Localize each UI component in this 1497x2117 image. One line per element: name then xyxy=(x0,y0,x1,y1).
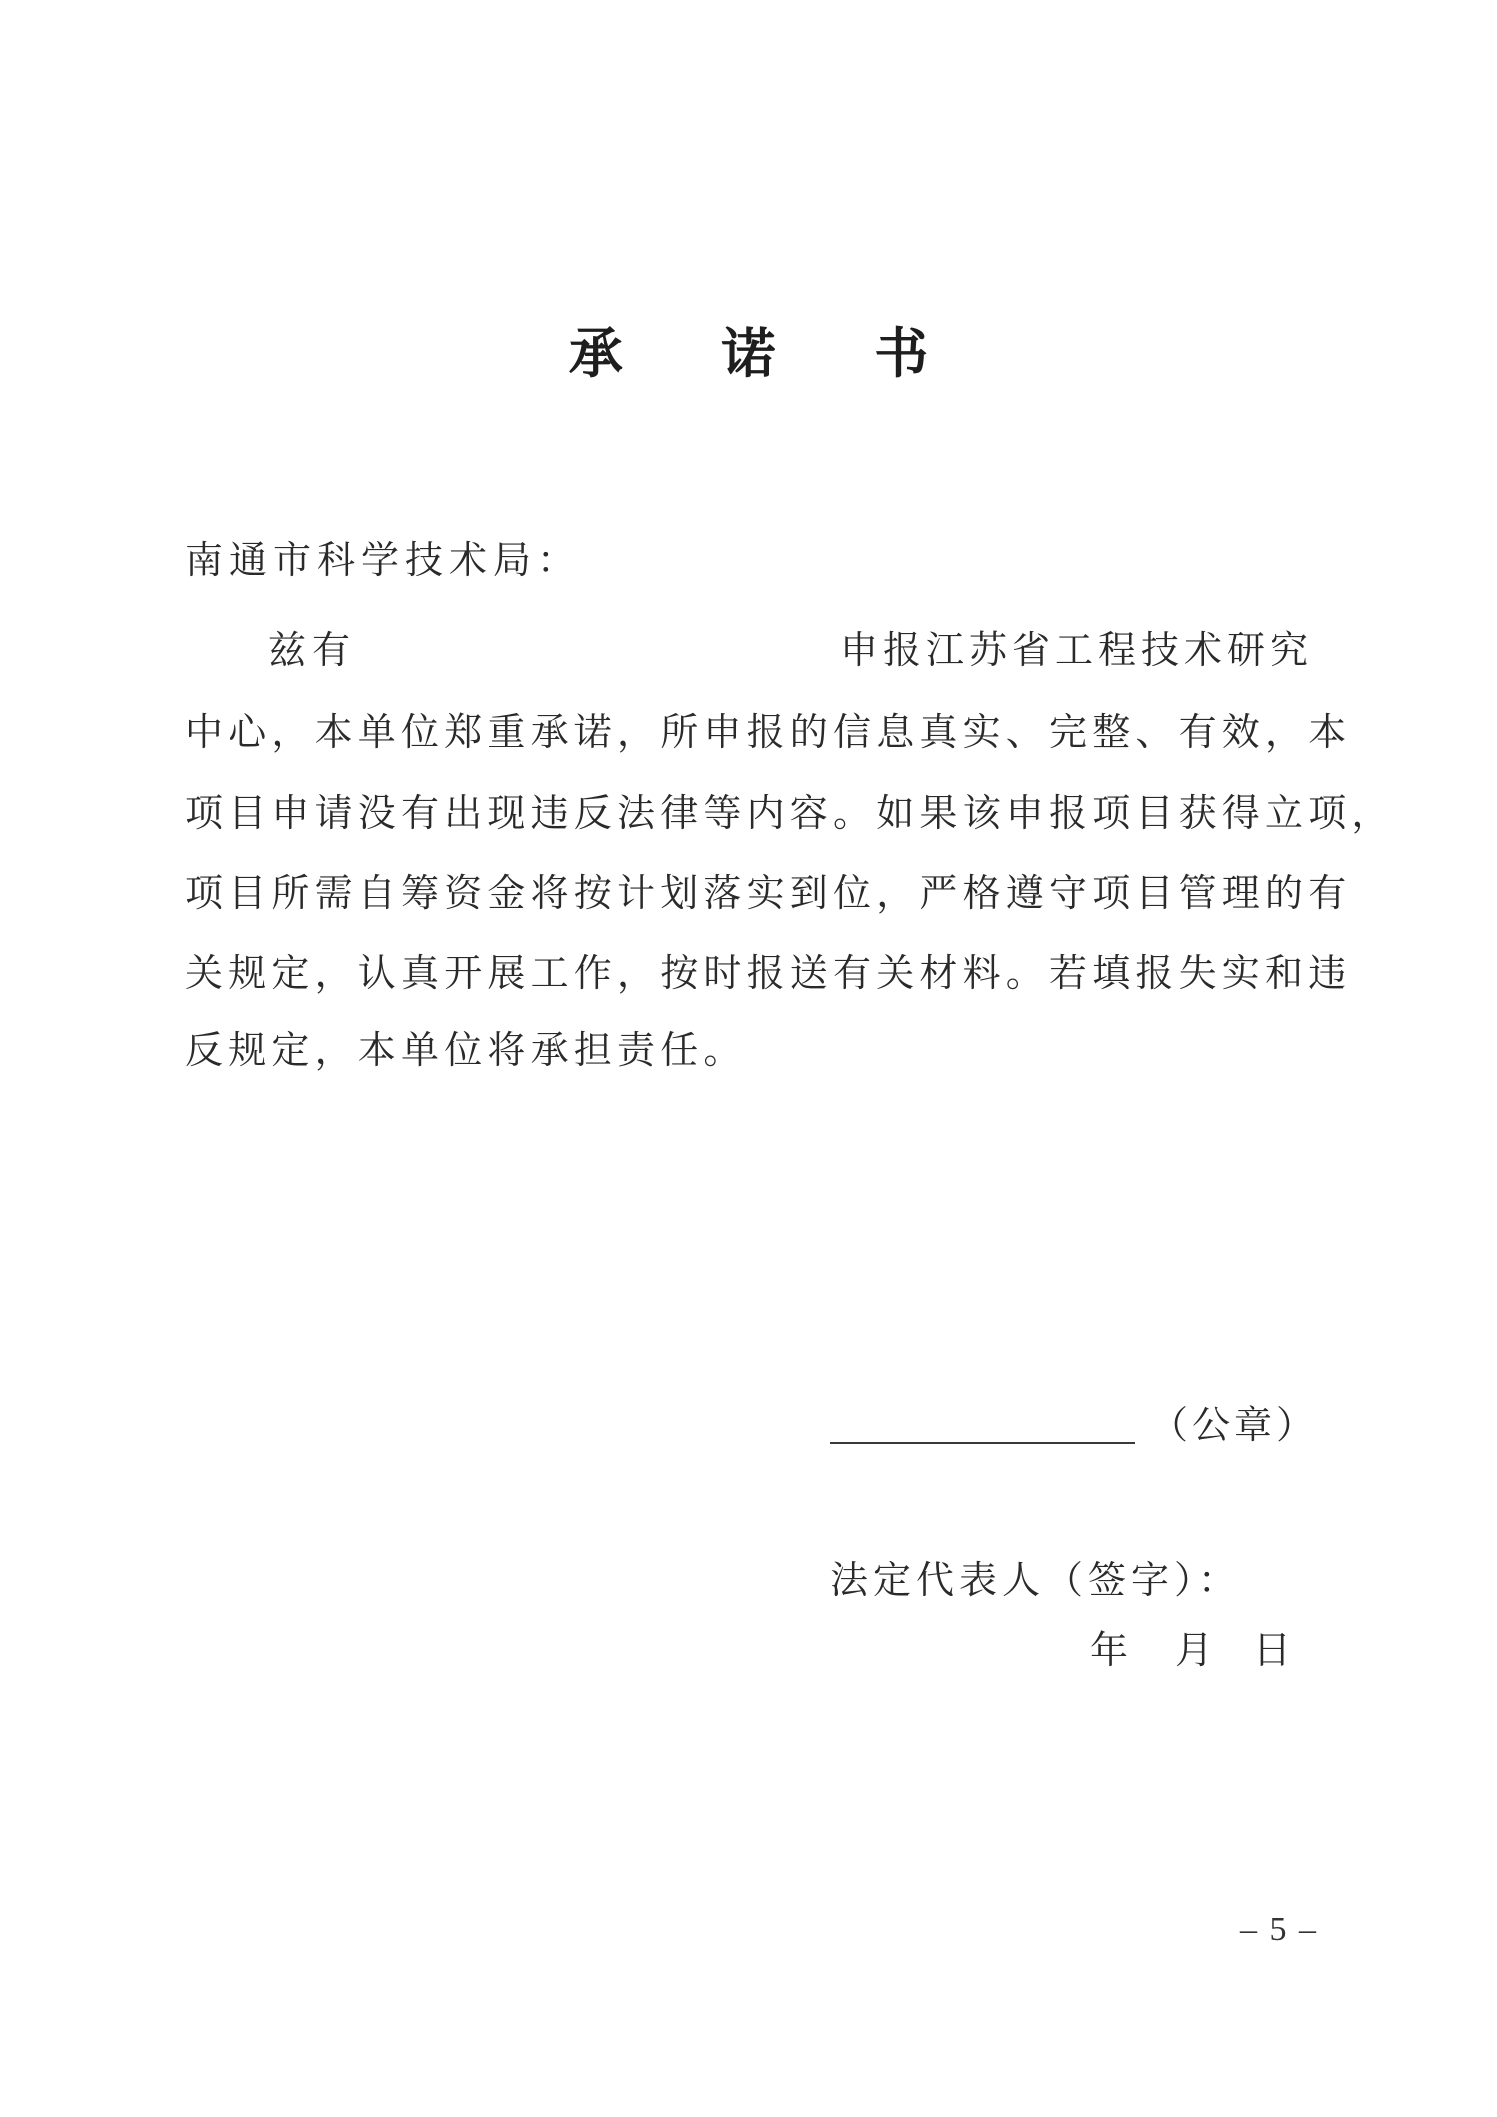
body-line-6: 反规定，本单位将承担责任。 xyxy=(185,1028,747,1072)
page-number: – 5 – xyxy=(1240,1911,1318,1948)
body-line-1-prefix: 兹有 xyxy=(268,628,357,672)
date-month-label: 月 xyxy=(1175,1628,1214,1672)
date-year-label: 年 xyxy=(1090,1628,1129,1672)
addressee: 南通市科学技术局： xyxy=(185,538,582,582)
legal-representative-label: 法定代表人（签字）： xyxy=(830,1558,1242,1602)
body-line-3: 项目申请没有出现违反法律等内容。如果该申报项目获得立项， xyxy=(185,791,1395,835)
date-day-label: 日 xyxy=(1253,1628,1292,1672)
body-line-2: 中心，本单位郑重承诺，所申报的信息真实、完整、有效，本 xyxy=(185,710,1352,754)
seal-label: （公章） xyxy=(1150,1403,1319,1447)
seal-blank-line xyxy=(830,1442,1135,1444)
body-line-4: 项目所需自筹资金将按计划落实到位，严格遵守项目管理的有 xyxy=(185,871,1352,915)
body-line-1-suffix: 申报江苏省工程技术研究 xyxy=(840,628,1314,672)
date-row xyxy=(1090,1620,1290,1680)
body-line-5: 关规定，认真开展工作，按时报送有关材料。若填报失实和违 xyxy=(185,951,1352,995)
document-title: 承 诺 书 xyxy=(568,321,969,385)
